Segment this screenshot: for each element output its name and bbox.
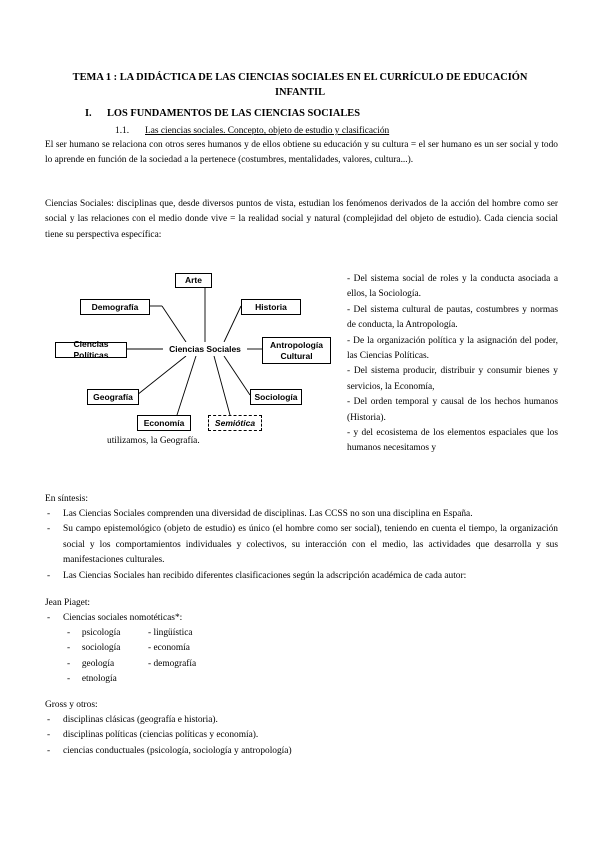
geografia-label: Geografía [93, 391, 133, 402]
perspective-item: - De la organización política y la asignación del poder, las Ciencias Políticas. [347, 335, 558, 362]
piaget-list [45, 611, 445, 626]
section-title: LOS FUNDAMENTOS DE LAS CIENCIAS SOCIALES [107, 108, 360, 119]
list-item: - Las Ciencias Sociales han recibido diferentes clasificaciones según la adscripción académica de cada autor: [45, 569, 558, 584]
list-item: - disciplinas clásicas (geografía e historia). [45, 713, 525, 728]
subsection-title: Las ciencias sociales. Concepto, objeto de estudio y clasificación [145, 126, 390, 136]
semiotica-box [208, 415, 262, 431]
demografia-label: Demografía [91, 301, 139, 312]
gross-list [45, 713, 525, 759]
sintesis-label: En síntesis: [45, 494, 88, 504]
piaget-discipline: - psicología [67, 628, 121, 638]
antropologia-label: Antropología Cultural [270, 339, 323, 361]
politicas-label: Ciencias Políticas [73, 339, 109, 360]
piaget-col1 [67, 626, 120, 688]
sociologia-label: Sociología [254, 391, 298, 402]
antropologia-box [262, 337, 331, 364]
semiotica-label: Semiótica [214, 417, 256, 428]
paragraph-definition: Ciencias Sociales: disciplinas que, desde diversos puntos de vista, estudian los fenómenos derivados de la acción del hombre como ser social y las relaciones con el medio donde vive = la realidad social y natural (complejidad del objeto de estudio). Cada ciencia social tiene su perspectiva específica: [45, 199, 558, 240]
list-item: - disciplinas políticas (ciencias políticas y economía). [45, 728, 525, 743]
gross-label: Gross y otros: [45, 700, 98, 710]
page-title: TEMA 1 : LA DIDÁCTICA DE LAS CIENCIAS SOCIALES EN EL CURRÍCULO DE EDUCACIÓN INFANTIL [72, 72, 528, 98]
piaget-discipline: - economía [148, 643, 190, 654]
piaget-col2 [148, 626, 196, 672]
piaget-discipline: - sociología [67, 643, 121, 654]
historia-box [241, 299, 301, 315]
sintesis-list [45, 507, 558, 584]
piaget-label: Jean Piaget: [45, 598, 91, 608]
perspective-item: - Del sistema producir, distribuir y consumir bienes y servicios, la Economía, [347, 366, 558, 392]
arte-label: Arte [184, 275, 202, 285]
perspective-item: - y del ecosistema de los elementos espaciales que los humanos necesitamos y [347, 428, 558, 454]
perspective-item: - Del sistema cultural de pautas, costumbres y normas de conducta, la Antropología. [347, 304, 558, 331]
arte-box [175, 273, 212, 288]
geografia-box [87, 389, 139, 405]
sociologia-box [250, 389, 302, 405]
perspective-item: - Del sistema social de roles y la conducta asociada a ellos, la Sociología. [347, 274, 558, 300]
center-label: Ciencias Sociales [169, 343, 241, 354]
list-item: - Ciencias sociales nomotéticas*: [45, 611, 445, 626]
paragraph-intro: El ser humano se relaciona con otros seres humanos y de ellos obtiene su educación y su cultura = el ser humano es un ser social y todo lo aprende en función de la sociedad a la pertenece (costumbres, mentalidades, valores, cultura...). [45, 140, 558, 166]
politicas-box [55, 339, 127, 360]
list-item: - Las Ciencias Sociales comprenden una diversidad de disciplinas. Las CCSS no son una disciplina en España. [45, 507, 558, 522]
demografia-box [80, 299, 150, 315]
piaget-discipline: - etnología [67, 674, 117, 685]
subsection-number: 1.1. [115, 126, 130, 136]
economia-label: Economía [143, 417, 185, 428]
list-item: - ciencias conductuales (psicología, sociología y antropología) [45, 744, 525, 759]
piaget-discipline: - demografía [148, 658, 197, 669]
piaget-discipline: - geología [67, 658, 115, 669]
economia-box [137, 415, 191, 431]
list-item: - Su campo epistemológico (objeto de estudio) es único (el hombre como ser social), teniendo en cuenta el tiempo, la organización social y los comportamientos individuales y colectivos, su interacción con el medio, las actividades que desarrolla y sus manifestaciones culturales. [45, 522, 558, 568]
center-node [163, 342, 247, 356]
section-number: I. [85, 108, 92, 119]
perspective-item: - Del orden temporal y causal de los hechos humanos (Historia). [347, 397, 558, 423]
historia-label: Historia [255, 301, 287, 312]
piaget-discipline: - lingüística [148, 628, 193, 638]
perspective-tail: utilizamos, la Geografía. [107, 436, 200, 446]
perspectives-column [347, 272, 558, 457]
